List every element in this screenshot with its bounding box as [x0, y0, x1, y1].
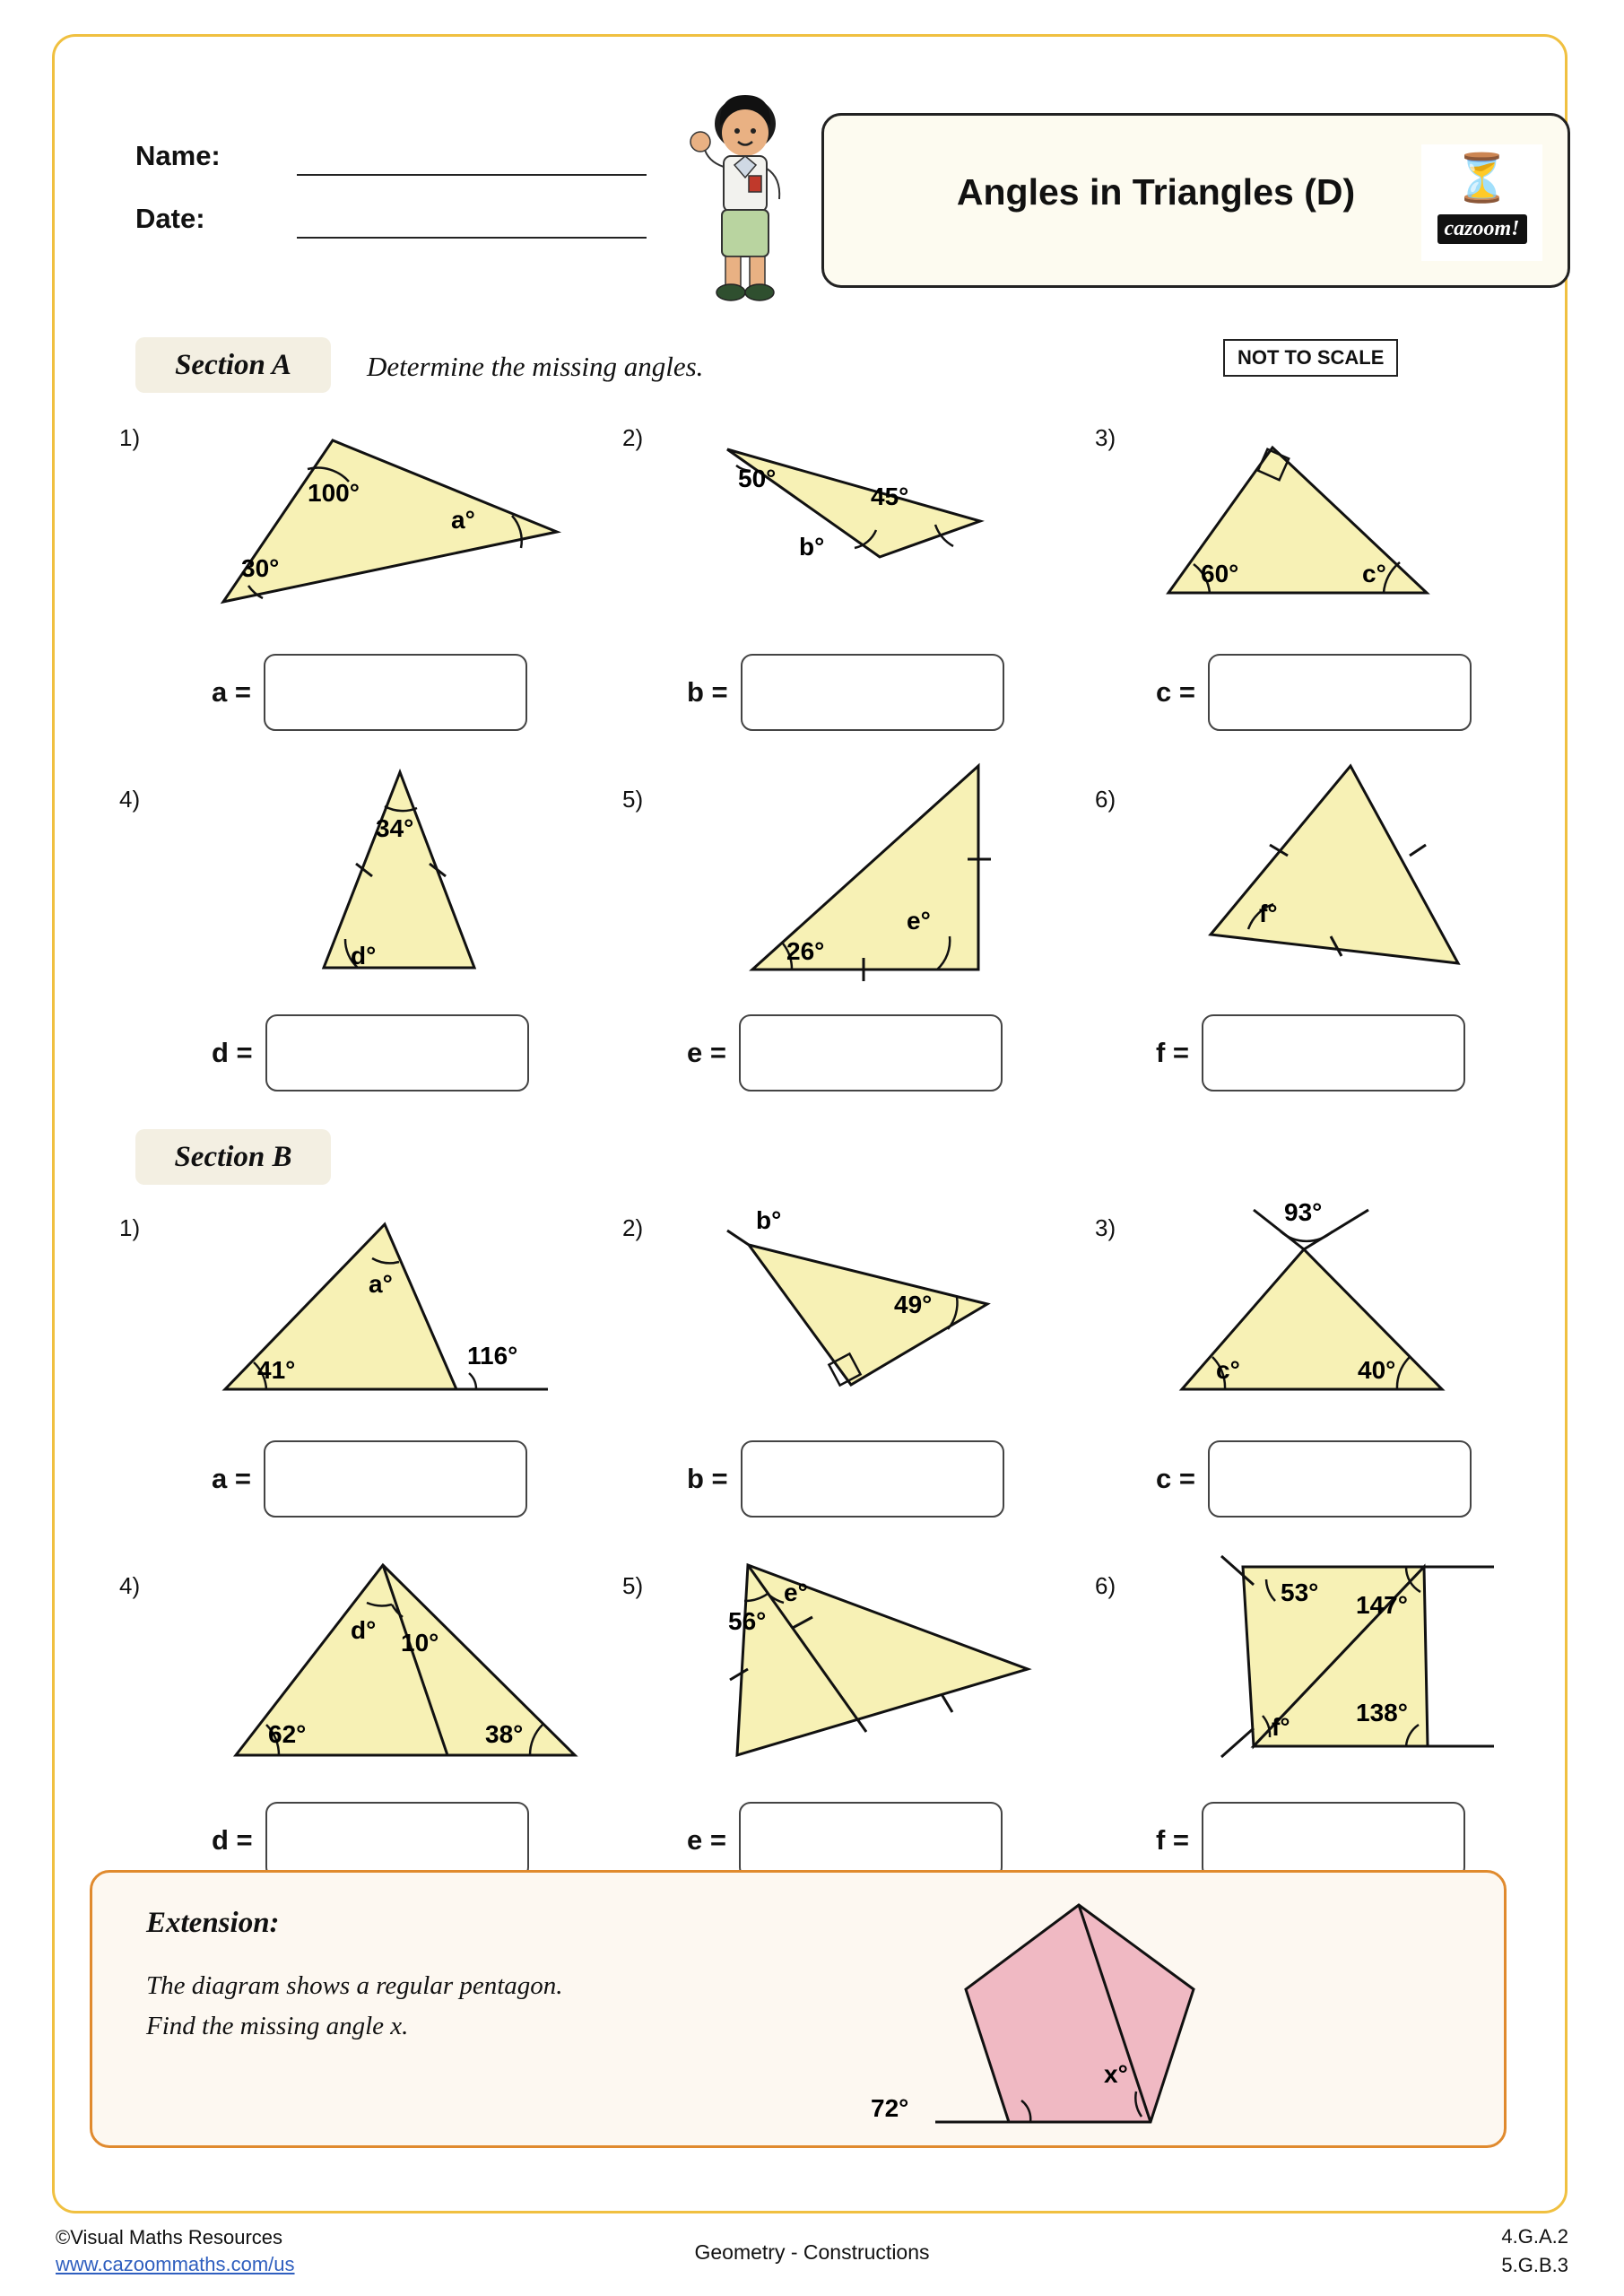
student-illustration	[673, 86, 817, 310]
answer-box-b4[interactable]	[265, 1802, 529, 1879]
answer-box-a5[interactable]	[739, 1014, 1003, 1091]
label-b1-1: a°	[369, 1270, 393, 1298]
figure-b4	[216, 1552, 593, 1777]
label-a3-1: 60°	[1201, 560, 1239, 587]
answer-row-a5	[687, 1014, 1003, 1091]
label-b2-1: b°	[756, 1206, 782, 1234]
answer-box-b5[interactable]	[739, 1802, 1003, 1879]
logo-wordmark: cazoom!	[1437, 214, 1527, 244]
label-a2-3: b°	[799, 533, 825, 561]
section-a-instruction: Determine the missing angles.	[367, 351, 704, 382]
label-a5-1: 26°	[786, 937, 825, 965]
label-b4-3: 62°	[268, 1720, 307, 1748]
answer-label-b2: b =	[687, 1463, 728, 1494]
label-b1-2: 41°	[257, 1356, 296, 1384]
label-b6-2: 147°	[1356, 1591, 1408, 1619]
answer-row-b1	[212, 1440, 527, 1518]
question-number-b4: 4)	[119, 1572, 141, 1599]
section-b-header: Section B	[135, 1129, 331, 1185]
answer-box-b3[interactable]	[1208, 1440, 1472, 1518]
section-a-header: Section A	[135, 337, 331, 393]
label-b3-1: 93°	[1284, 1198, 1323, 1226]
question-number-a4: 4)	[119, 786, 141, 813]
label-b4-1: d°	[351, 1616, 377, 1644]
label-a5-2: e°	[907, 907, 931, 935]
label-b4-4: 38°	[485, 1720, 524, 1748]
label-b6-1: 53°	[1281, 1578, 1319, 1606]
label-a4-2: d°	[351, 942, 377, 970]
label-ext-x: x°	[1104, 2060, 1128, 2088]
label-a2-2: 45°	[871, 483, 909, 510]
standard-1: 4.G.A.2	[1501, 2225, 1568, 2248]
label-b5-2: e°	[784, 1578, 808, 1606]
answer-row-b2	[687, 1440, 1004, 1518]
date-label: Date:	[135, 203, 205, 234]
answer-box-b1[interactable]	[264, 1440, 527, 1518]
label-b3-2: c°	[1216, 1356, 1240, 1384]
label-a1-3: 30°	[241, 554, 280, 582]
answer-label-b4: d =	[212, 1824, 253, 1856]
label-a4-1: 34°	[376, 814, 414, 842]
figure-b1	[207, 1203, 584, 1409]
label-b3-3: 40°	[1358, 1356, 1396, 1384]
label-b1-3: 116°	[467, 1342, 518, 1370]
extension-box	[90, 1870, 1507, 2148]
label-a6-1: f°	[1259, 900, 1278, 927]
figure-b2	[691, 1198, 1068, 1413]
answer-label-a5: e =	[687, 1037, 726, 1068]
question-number-b3: 3)	[1095, 1214, 1116, 1241]
figure-b6	[1144, 1552, 1521, 1777]
answer-row-a1	[212, 654, 527, 731]
figure-a1	[207, 422, 584, 620]
answer-box-a4[interactable]	[265, 1014, 529, 1091]
question-number-a1: 1)	[119, 424, 141, 451]
footer-center: Geometry - Constructions	[694, 2240, 930, 2264]
answer-row-b5	[687, 1802, 1003, 1879]
answer-row-b3	[1156, 1440, 1472, 1518]
answer-label-b6: f =	[1156, 1824, 1190, 1856]
figure-a5	[736, 759, 1059, 974]
answer-label-b5: e =	[687, 1824, 726, 1856]
answer-label-a4: d =	[212, 1037, 253, 1068]
question-number-b6: 6)	[1095, 1572, 1116, 1599]
footer-standards	[1501, 2222, 1568, 2280]
answer-row-a3	[1156, 654, 1472, 731]
question-number-a2: 2)	[622, 424, 644, 451]
label-a3-2: c°	[1362, 560, 1386, 587]
date-input-line[interactable]	[297, 236, 647, 239]
answer-label-a6: f =	[1156, 1037, 1190, 1068]
label-b4-2: 10°	[401, 1629, 439, 1657]
label-b2-2: 49°	[894, 1291, 933, 1318]
label-a2-1: 50°	[738, 465, 777, 492]
answer-row-b6	[1156, 1802, 1465, 1879]
extension-line-2: Find the missing angle x.	[146, 2012, 409, 2040]
title-box	[821, 113, 1570, 288]
question-number-b5: 5)	[622, 1572, 644, 1599]
figure-a4	[252, 763, 548, 970]
answer-label-a3: c =	[1156, 676, 1195, 708]
answer-row-a6	[1156, 1014, 1465, 1091]
footer-copyright: ©Visual Maths Resources	[56, 2226, 283, 2248]
figure-a2	[700, 422, 1077, 620]
answer-row-a2	[687, 654, 1004, 731]
figure-b5	[705, 1552, 1081, 1777]
label-ext-72: 72°	[871, 2094, 909, 2122]
label-b6-3: 138°	[1356, 1699, 1408, 1726]
question-number-a3: 3)	[1095, 424, 1116, 451]
answer-row-a4	[212, 1014, 529, 1091]
not-to-scale-badge: NOT TO SCALE	[1223, 339, 1398, 377]
page-title: Angles in Triangles (D)	[956, 171, 1356, 213]
question-number-a6: 6)	[1095, 786, 1116, 813]
answer-box-a1[interactable]	[264, 654, 527, 731]
extension-line-1: The diagram shows a regular pentagon.	[146, 1971, 563, 2000]
answer-label-a2: b =	[687, 676, 728, 708]
answer-label-a1: a =	[212, 676, 251, 708]
answer-label-b3: c =	[1156, 1463, 1195, 1494]
answer-row-b4	[212, 1802, 529, 1879]
question-number-b1: 1)	[119, 1214, 141, 1241]
figure-a3	[1158, 422, 1534, 620]
question-number-a5: 5)	[622, 786, 644, 813]
logo-glyph: ⏳	[1453, 153, 1511, 204]
answer-box-a2[interactable]	[741, 654, 1004, 731]
name-input-line[interactable]	[297, 173, 647, 176]
label-a1-2: a°	[451, 506, 475, 534]
label-b6-4: f°	[1272, 1713, 1290, 1741]
label-a1-1: 100°	[308, 479, 360, 507]
figure-extension-pentagon	[871, 1892, 1249, 2144]
answer-box-a6[interactable]	[1202, 1014, 1465, 1091]
label-b5-1: 56°	[728, 1607, 767, 1635]
answer-box-b2[interactable]	[741, 1440, 1004, 1518]
answer-box-a3[interactable]	[1208, 654, 1472, 731]
standard-2: 5.G.B.3	[1501, 2253, 1568, 2276]
name-label: Name:	[135, 140, 221, 171]
extension-title: Extension:	[146, 1907, 280, 1939]
answer-label-b1: a =	[212, 1463, 251, 1494]
footer-website-link[interactable]: www.cazoommaths.com/us	[56, 2252, 295, 2275]
cazoom-logo	[1421, 144, 1542, 261]
figure-a6	[1198, 759, 1521, 974]
figure-b3	[1144, 1194, 1521, 1418]
answer-box-b6[interactable]	[1202, 1802, 1465, 1879]
question-number-b2: 2)	[622, 1214, 644, 1241]
